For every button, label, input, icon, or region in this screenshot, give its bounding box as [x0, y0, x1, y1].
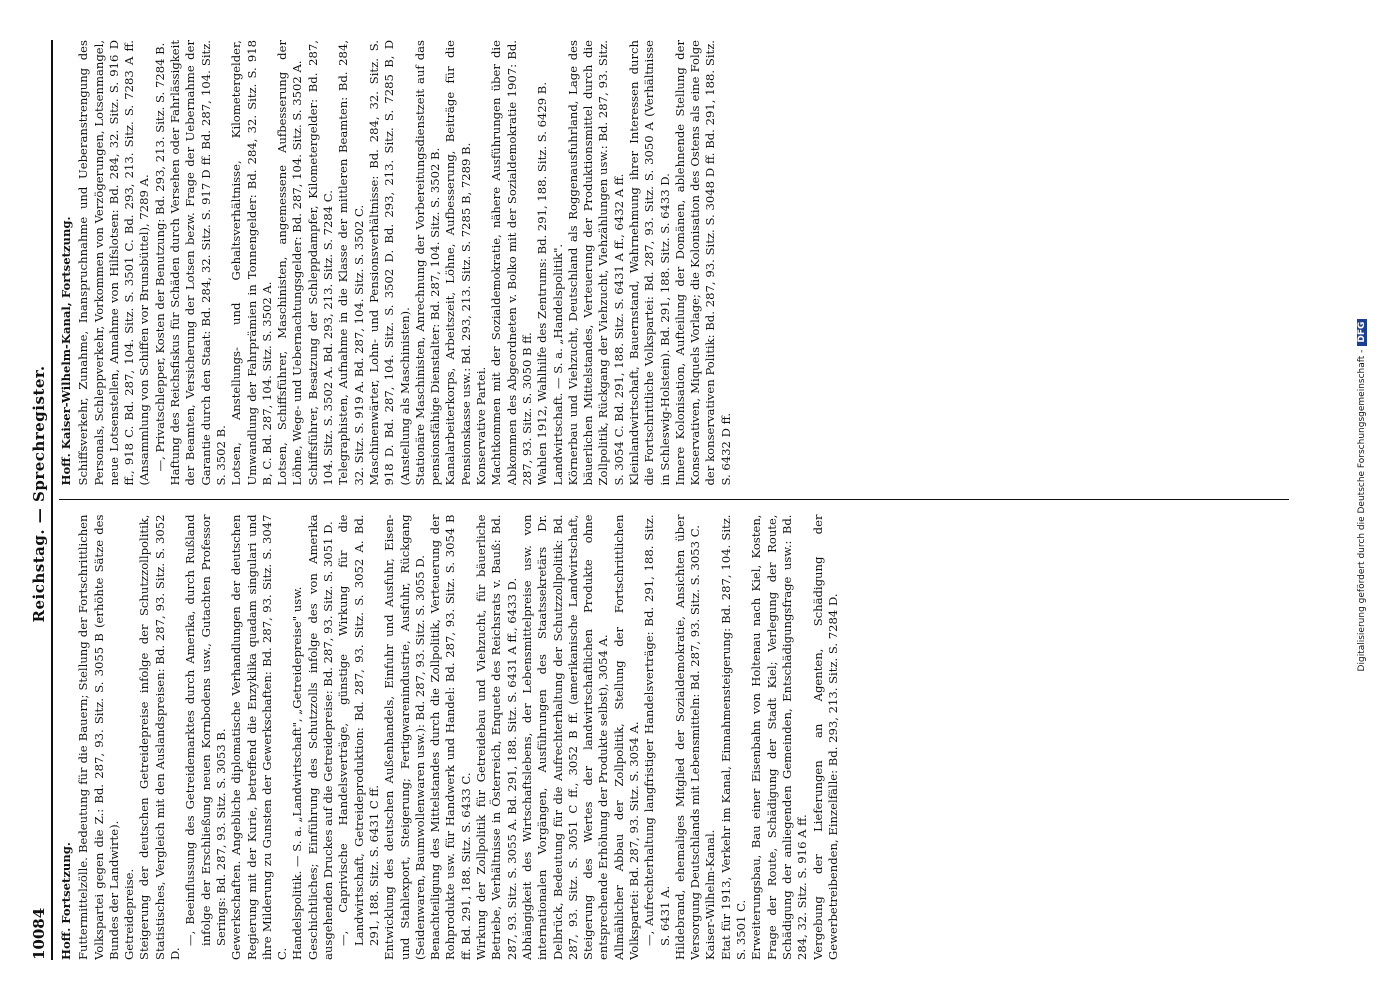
register-entry: Körnerbau und Viehzucht, Deutschland als Roggenausfuhrland, Lage des bäuerlichen Mittelstandes, Verteuerung der Produktionsmittel durch die Zollpolitik, Rückgang der Viehzucht, Viehzählungen usw.: Bd. 287, 93. Sitz. S. 3054 C. Bd. 291, 188. Sitz. S. 6431 A ff., 6432 A ff. [565, 40, 626, 486]
register-entry: Schiffsführer, Besatzung der Schleppdampfer, Kilometergelder: Bd. 287, 104. Sitz. S. 3502 A. Bd. 293, 213. Sitz. S. 7284 C. [305, 40, 336, 486]
register-entry: Handelspolitik. — S. a. „Landwirtschaft", „Getreidepreise" usw. [290, 586, 305, 960]
register-entry: Wirkung der Zollpolitik für Getreidebau und Viehzucht, für bäuerliche Betriebe, Verhältnisse in Österreich, Enquete des Reichsrats v. Bauß: Bd. 287, 93. Sitz. S. 3055 A. Bd. 291, 188. Sitz. S. 6431 A ff., 6433 D. [474, 514, 519, 960]
register-entry: Maschinenwärter, Lohn- und Pensionsverhältnisse: Bd. 284, 32. Sitz. S. 918 D. Bd. 287, 104. Sitz. S. 3502 D. Bd. 293, 213. Sitz. S. 7285 B, D (Anstellung als Maschinisten). [366, 40, 412, 486]
register-entry: Stationäre Maschinisten, Anrechnung der Vorbereitungsdienstzeit auf das pensionsfähige Dienstalter: Bd. 287, 104. Sitz. S. 3502 B. [412, 40, 443, 486]
right-column-head: Hoff. Kaiser-Wilhelm-Kanal, Fortsetzung. [59, 216, 73, 486]
left-entries [76, 515, 841, 961]
left-column [59, 515, 1289, 961]
register-entry: Innere Kolonisation, Aufteilung der Domänen, ablehnende Stellung der Konservativen, Miquels Vorlage; die Kolonisation des Ostens als eine Folge der konservativen Politik: Bd. 287, 93. Sitz. S. 3048 D ff. Bd. 291, 188. Sitz. S. 6432 D ff. [672, 40, 733, 486]
register-entry: Kleinlandwirtschaft, Bauernstand, Wahrnehmung ihrer Interessen durch die Fortschrittliche Volkspartei: Bd. 287, 93. Sitz. S. 3050 A (Verhältnisse in Schleswig-Holstein). Bd. 291, 188. Sitz. S. 6433 D. [626, 40, 672, 486]
two-column-body [59, 40, 1289, 960]
register-entry: Telegraphisten, Aufnahme in die Klasse der mittleren Beamten: Bd. 284, 32. Sitz. S. 919 A. Bd. 287, 104. Sitz. S. 3502 C. [336, 40, 366, 486]
column-divider [59, 500, 1289, 501]
register-entry: Kaiser-Wilhelm-Kanal. [703, 829, 718, 960]
register-entry: Vergebung der Lieferungen an Agenten, Schädigung der Gewerbetreibenden, Einzelfälle: Bd. 293, 213. Sitz. S. 7284 D. [810, 514, 840, 960]
register-entry: —, Privatschlepper, Kosten der Benutzung: Bd. 293, 213. Sitz. S. 7284 B. [152, 42, 167, 472]
register-entry: Entwicklung des deutschen Außenhandels, Einfuhr und Ausfuhr, Eisen- und Stahlexport, Steigerung; Fertigwarenindustrie, Ausfuhr, Rückgang (Seidenwaren, Baumwollenwaren usw.): Bd. 287, 93. Sitz. S. 3055 D. [382, 514, 427, 960]
register-entry: Schiffsverkehr, Zunahme, Inanspruchnahme und Ueberanstrengung des Personals, Schleppverkehr, Vorkommen von Verzögerungen, Lotsenmangel, neue Lotsenstellen, Annahme von Hilfslotsen: Bd. 284, 32. Sitz. S. 916 D ff., 918 C. Bd. 287, 104. Sitz. S. 3501 C. Bd. 293, 213. Sitz. S. 7283 A ff. (Ansammlung von Schiffen vor Brunsbüttel), 7289 A. [76, 40, 152, 486]
register-entry: —, Caprivische Handelsverträge, günstige Wirkung für die Landwirtschaft, Getreideproduktion: Bd. 287, 93. Sitz. S. 3052 A. Bd. 291, 188. Sitz. S. 6431 C ff. [336, 514, 381, 946]
register-entry: Hildebrand, ehemaliges Mitglied der Sozialdemokratie, Ansichten über Versorgung Deutschlands mit Lebensmitteln: Bd. 287, 93. Sitz. S. 3053 C. [672, 514, 703, 960]
register-entry: Futtermittelzölle. Bedeutung für die Bauern; Stellung der Fortschrittlichen Volkspartei gegen die Z.: Bd. 287, 93. Sitz. S. 3055 B (erhöhte Sätze des Bundes der Landwirte). [76, 514, 121, 960]
dfg-badge: DFG [1357, 319, 1367, 346]
footer-text-wrap [1357, 5, 1367, 985]
register-entry: Gewerkschaften. Angebliche diplomatische Verhandlungen der deutschen Regierung mit der Kurie, betreffend die Enzyklika quadam singulari und ihre Milderung zu Gunsten der Gewerkschaften: Bd. 287, 93. Sitz. S. 3047 C. [229, 514, 290, 960]
register-entry: Machtkommen mit der Sozialdemokratie, nähere Ausführungen über die Abkommen des Abgeordneten v. Bolko mit der Sozialdemokratie 1907: Bd. 287, 93. Sitz. S. 3050 B ff. [489, 40, 534, 486]
register-entry: Getreidepreise. [122, 868, 137, 960]
register-entry: Konservative Partei. [474, 366, 489, 486]
register-entry: Haftung des Reichsfiskus für Schäden durch Versehen oder Fahrlässigkeit der Beamten, Versicherung der Lotsen bezw. Frage der Uebernahme der Garantie durch den Staat: Bd. 284, 32. Sitz. S. 917 D ff. Bd. 287, 104. Sitz. S. 3502 B. [168, 40, 228, 486]
register-entry: Kanalarbeiterkorps, Arbeitszeit, Löhne, Aufbesserung, Beiträge für die Pensionskasse usw.: Bd. 293, 213. Sitz. S. 7285 B, 7289 B. [443, 40, 473, 486]
digitization-footer [1357, 10, 1377, 990]
register-entry: Erweiterungsbau, Bau einer Eisenbahn von Holtenau nach Kiel, Kosten, Frage der Route, Schädigung der Stadt Kiel; Verlegung der Route, Schädigung der anliegenden Gemeinden, Entschädigungsfrage usw.: Bd. 284, 32. Sitz. S. 916 A ff. [749, 514, 810, 960]
page-header [30, 40, 53, 960]
page-title: Reichstag. — Sprechregister. [30, 365, 48, 623]
register-entry: Etat für 1913, Verkehr im Kanal, Einnahmensteigerung: Bd. 287, 104. Sitz. S. 3501 C. [718, 514, 749, 960]
register-entry: Abhängigkeit des Wirtschaftslebens, der Lebensmittelpreise usw. von internationalen Vorgängen, Ausführungen des Staatssekretärs Dr. Delbrück, Bedeutung für die Aufrechterhaltung der Schutzzollpolitik: Bd. 287, 93. Sitz. S. 3051 C ff., 3052 B ff. (amerikanische Landwirtschaft, Steigerung des Wertes der landwirtschaftlichen Produkte ohne entsprechende Erhöhung der Produkte selbst), 3054 A. [519, 514, 611, 960]
register-entry: Allmählicher Abbau der Zollpolitik, Stellung der Fortschrittlichen Volkspartei: Bd. 287, 93. Sitz. S. 3054 A. [611, 514, 641, 960]
register-entry: Lotsen, Anstellungs- und Gehaltsverhältnisse, Kilometergelder, Umwandlung der Fahrprämien in Tonnengelder: Bd. 284, 32. Sitz. S. 918 B, C. Bd. 287, 104. Sitz. S. 3502 A. [229, 40, 274, 486]
register-entry: —, Beeinflussung des Getreidemarktes durch Amerika, durch Rußland infolge der Erschließung neuen Kornbodens usw., Gutachten Professor Serings: Bd. 287, 93. Sitz. S. 3053 B. [183, 514, 228, 946]
register-entry: Wahlen 1912, Wahlhilfe des Zentrums: Bd. 291, 188. Sitz. S. 6429 B. [535, 82, 550, 486]
register-entry: Steigerung der deutschen Getreidepreise infolge der Schutzzollpolitik, Statistisches, Vergleich mit den Auslandspreisen: Bd. 287, 93. Sitz. S. 3052 D. [137, 514, 183, 960]
register-entry: Lotsen, Schiffsführer, Maschinisten, angemessene Aufbesserung der Löhne, Wege- und Uebernachtungsgelder: Bd. 287, 104. Sitz. S. 3502 A. [275, 40, 305, 486]
footer-text: Digitalisierung gefördert durch die Deutsche Forschungsgemeinschaft - [1357, 349, 1367, 672]
left-column-head: Hoff. Fortsetzung. [59, 842, 73, 960]
page-number: 10084 [30, 907, 48, 960]
register-entry: Geschichtliches; Einführung des Schutzzolls infolge des von Amerika ausgehenden Druckes auf die Getreidepreise: Bd. 287, 93. Sitz. S. 3051 D. [305, 514, 336, 960]
right-entries [76, 40, 734, 486]
register-entry: Benachteiligung des Mittelstandes durch die Zollpolitik, Verteuerung der Rohprodukte usw. für Handwerk und Handel: Bd. 287, 93. Sitz. S. 3054 B ff. Bd. 291, 188. Sitz. S. 6433 C. [428, 514, 473, 960]
register-entry: Landwirtschaft. — S. a. „Handelspolitik". [550, 243, 565, 486]
register-entry: —, Aufrechterhaltung langfristiger Handelsverträge: Bd. 291, 188. Sitz. S. 6431 A. [642, 514, 672, 946]
right-column [59, 40, 1289, 486]
